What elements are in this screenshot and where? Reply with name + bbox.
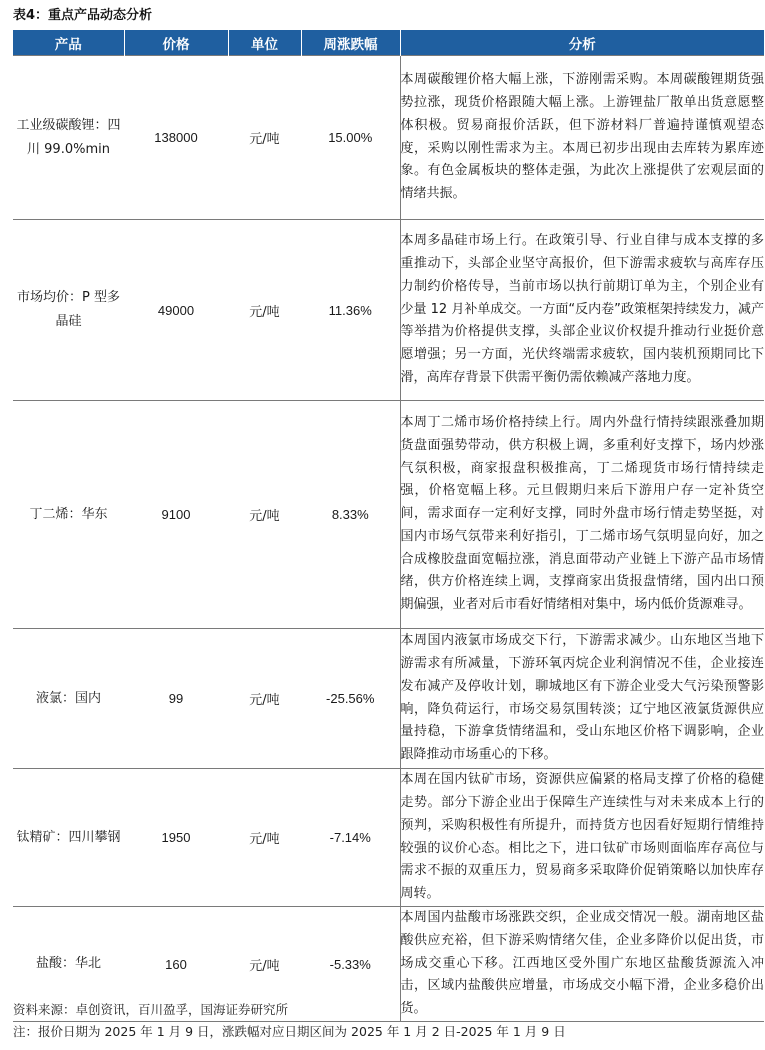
analysis-text: 本周国内液氯市场成交下行，下游需求减少。山东地区当地下游需求有所减量，下游环氧丙烷企业利润情况不佳，企业接连发布减产及停收计划，聊城地区有下游企业受大气污染预警影响，降负荷运行，市场交易氛围转淡；辽宁地区液氯货源供应量持稳，下游拿货情绪温和，受山东地区价格下调影响，企业跟降推动市场重心的下移。 [400,629,764,769]
analysis-text: 本周在国内钛矿市场，资源供应偏紧的格局支撑了价格的稳健走势。部分下游企业出于保障生产连续性与对未来成本上行的预判，采购积极性有所提升，而持货方也因看好短期行情维持较强的议价心态。相比之下，进口钛矿市场则面临库存高位与需求不振的双重压力，贸易商多采取降价促销策略以加快库存周转。 [400,769,764,907]
product-name: 市场均价：P 型多晶硅 [13,220,124,401]
weekly-change-value: -7.14% [301,769,400,907]
header-analysis: 分析 [400,30,764,56]
unit-value: 元/吨 [228,907,301,1022]
unit-value: 元/吨 [228,220,301,401]
table-row [13,401,764,629]
table-row [13,629,764,769]
product-name: 盐酸：华北 [13,907,124,1022]
weekly-change-value: -5.33% [301,907,400,1022]
price-value: 9100 [124,401,228,629]
weekly-change-value: 11.36% [301,220,400,401]
weekly-change-value: -25.56% [301,629,400,769]
weekly-change-value: 8.33% [301,401,400,629]
product-dynamics-table [13,30,764,1022]
analysis-text: 本周碳酸锂价格大幅上涨，下游刚需采购。本周碳酸锂期货强势拉涨，现货价格跟随大幅上涨。上游锂盐厂散单出货意愿整体积极。贸易商报价活跃，但下游材料厂普遍持谨慎观望态度，采购以刚性需求为主。本周已初步出现由去库转为累库迹象。有色金属板块的整体走强，为此次上涨提供了宏观层面的情绪共振。 [400,56,764,220]
price-value: 1950 [124,769,228,907]
table-caption: 表4：重点产品动态分析 [13,8,153,23]
unit-value: 元/吨 [228,629,301,769]
header-weekly-change: 周涨跌幅 [301,30,400,56]
table-row [13,220,764,401]
unit-value: 元/吨 [228,769,301,907]
product-name: 液氯：国内 [13,629,124,769]
price-value: 99 [124,629,228,769]
product-name: 工业级碳酸锂：四川 99.0%min [13,56,124,220]
analysis-text: 本周国内盐酸市场涨跌交织，企业成交情况一般。湖南地区盐酸供应充裕，但下游采购情绪欠佳，企业多降价以促出货，市场成交重心下移。江西地区受外围广东地区盐酸货源流入冲击，区域内盐酸供应增量，市场成交小幅下滑，企业多稳价出货。 [400,907,764,1022]
unit-value: 元/吨 [228,401,301,629]
price-value: 49000 [124,220,228,401]
footnote: 注：报价日期为 2025 年 1 月 9 日，涨跌幅对应日期区间为 2025 年 1 月 2 日-2025 年 1 月 9 日 [13,1024,566,1039]
product-name: 丁二烯：华东 [13,401,124,629]
product-name: 钛精矿：四川攀钢 [13,769,124,907]
weekly-change-value: 15.00% [301,56,400,220]
header-row [13,30,764,56]
header-product: 产品 [13,30,124,56]
header-unit: 单位 [228,30,301,56]
source-note: 资料来源：卓创资讯，百川盈孚，国海证券研究所 [13,1002,289,1017]
table-row [13,56,764,220]
price-value: 160 [124,907,228,1022]
price-value: 138000 [124,56,228,220]
header-price: 价格 [124,30,228,56]
analysis-text: 本周丁二烯市场价格持续上行。周内外盘行情持续跟涨叠加期货盘面强势带动，供方积极上调，多重利好支撑下，场内炒涨气氛积极，商家报盘积极推高，丁二烯现货市场行情持续走强，价格宽幅上移。元旦假期归来后下游用户存一定补货空间，需求面存一定利好支撑，同时外盘市场行情走势坚挺，对国内市场气氛带来利好指引，丁二烯市场气氛明显向好，加之合成橡胶盘面宽幅拉涨，消息面带动产业链上下游产品市场情绪，供方价格连续上调，支撑商家出货报盘情绪，国内出口预期偏强，业者对后市看好情绪相对集中，场内低价货源难寻。 [400,401,764,629]
analysis-text: 本周多晶硅市场上行。在政策引导、行业自律与成本支撑的多重推动下，头部企业坚守高报价，但下游需求疲软与高库存压力制约价格传导，当前市场以执行前期订单为主，个别企业有少量 12 月补单成交。一方面“反内卷”政策框架持续发力，减产等举措为价格提供支撑，头部企业议价权提升推动行业挺价意愿增强；另一方面，光伏终端需求疲软，国内装机预期同比下滑，高库存背景下供需平衡仍需依赖减产落地力度。 [400,220,764,401]
table-row [13,769,764,907]
unit-value: 元/吨 [228,56,301,220]
